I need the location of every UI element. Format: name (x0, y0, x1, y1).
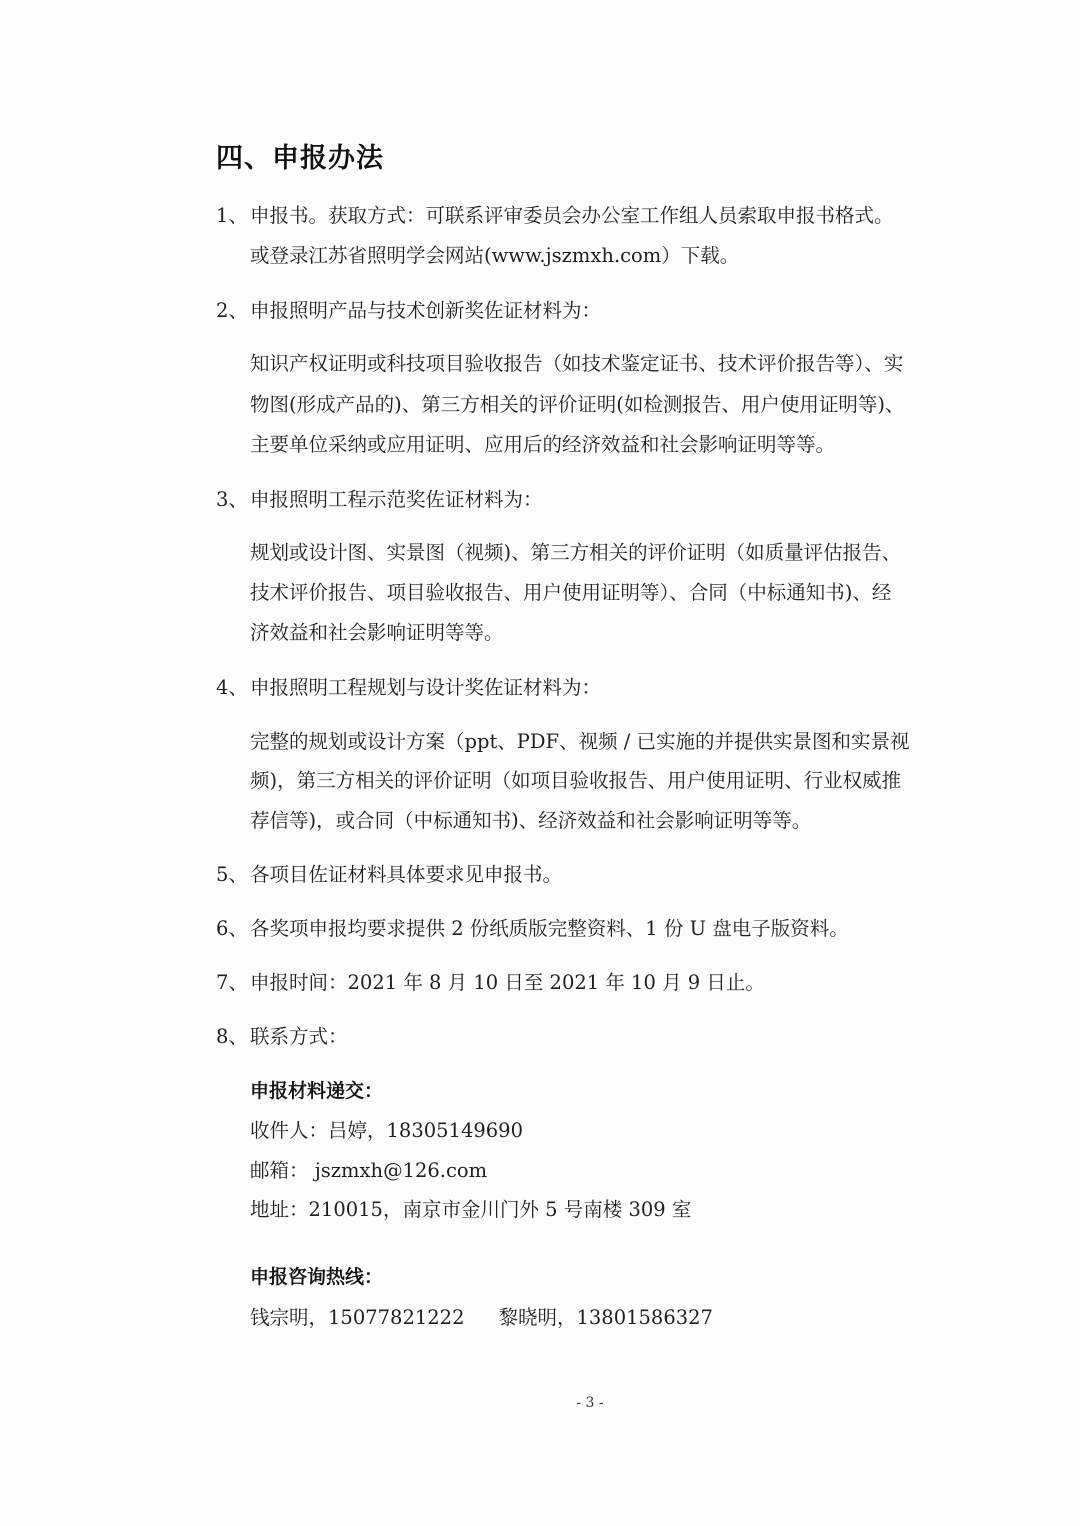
recipient: 收件人：吕婷，18305149690 (250, 1119, 523, 1142)
item-number: 4、 (216, 676, 248, 699)
item-1-line-2: 或登录江苏省照明学会网站(www.jszmxh.com）下载。 (250, 244, 740, 267)
item-4-body-line: 荐信等)，或合同（中标通知书)、经济效益和社会影响证明等等。 (250, 809, 812, 832)
item-2-body-line: 物图(形成产品的)、第三方相关的评价证明(如检测报告、用户使用证明等)、 (250, 393, 905, 416)
item-4-body-line: 频)，第三方相关的评价证明（如项目验收报告、用户使用证明、行业权威推 (250, 769, 902, 792)
email: 邮箱： jszmxh@126.com (250, 1159, 488, 1182)
item-2-body-line: 知识产权证明或科技项目验收报告（如技术鉴定证书、技术评价报告等）、实 (250, 352, 904, 375)
hotline-title: 申报咨询热线： (250, 1266, 384, 1288)
item-number: 8、 (216, 1025, 248, 1048)
item-4-body-line: 完整的规划或设计方案（ppt、PDF、视频 / 已实施的并提供实景图和实景视 (250, 730, 910, 753)
hotline-2: 黎晓明，13801586327 (498, 1306, 713, 1329)
item-3-body-line: 济效益和社会影响证明等等。 (250, 621, 504, 644)
hotline-line (250, 1304, 713, 1332)
item-number: 2、 (216, 299, 248, 322)
item-number: 3、 (216, 488, 248, 511)
item-8 (216, 1023, 348, 1051)
item-title: 申报照明工程规划与设计奖佐证材料为： (250, 676, 602, 699)
item-title: 各奖项申报均要求提供 2 份纸质版完整资料、1 份 U 盘电子版资料。 (250, 917, 849, 940)
item-title: 申报照明产品与技术创新奖佐证材料为： (250, 299, 602, 322)
submit-title: 申报材料递交： (250, 1080, 384, 1102)
item-2 (216, 297, 601, 325)
item-text: 申报书。获取方式：可联系评审委员会办公室工作组人员索取申报书格式。 (250, 204, 894, 227)
address: 地址：210015，南京市金川门外 5 号南楼 309 室 (250, 1198, 692, 1221)
hotline-1: 钱宗明，15077821222 (250, 1306, 465, 1329)
item-3-body-line: 技术评价报告、项目验收报告、用户使用证明等）、合同（中标通知书)、经 (250, 581, 892, 604)
item-title: 申报照明工程示范奖佐证材料为： (250, 488, 543, 511)
item-title: 申报时间：2021 年 8 月 10 日至 2021 年 10 月 9 日止。 (250, 971, 765, 994)
section-heading: 四、申报办法 (216, 143, 384, 174)
item-4 (216, 674, 601, 702)
item-3-body-line: 规划或设计图、实景图（视频)、第三方相关的评价证明（如质量评估报告、 (250, 541, 902, 564)
item-number: 7、 (216, 971, 248, 994)
item-6 (216, 915, 849, 943)
item-2-body-line: 主要单位采纳或应用证明、应用后的经济效益和社会影响证明等等。 (250, 433, 836, 456)
item-number: 6、 (216, 917, 248, 940)
item-number: 1、 (216, 204, 248, 227)
item-title: 联系方式： (250, 1025, 348, 1048)
item-title: 各项目佐证材料具体要求见申报书。 (250, 863, 563, 886)
item-5 (216, 861, 562, 889)
item-1 (216, 202, 894, 230)
item-3 (216, 486, 543, 514)
item-number: 5、 (216, 863, 248, 886)
item-7 (216, 969, 765, 997)
page-number: - 3 - (576, 1395, 604, 1411)
